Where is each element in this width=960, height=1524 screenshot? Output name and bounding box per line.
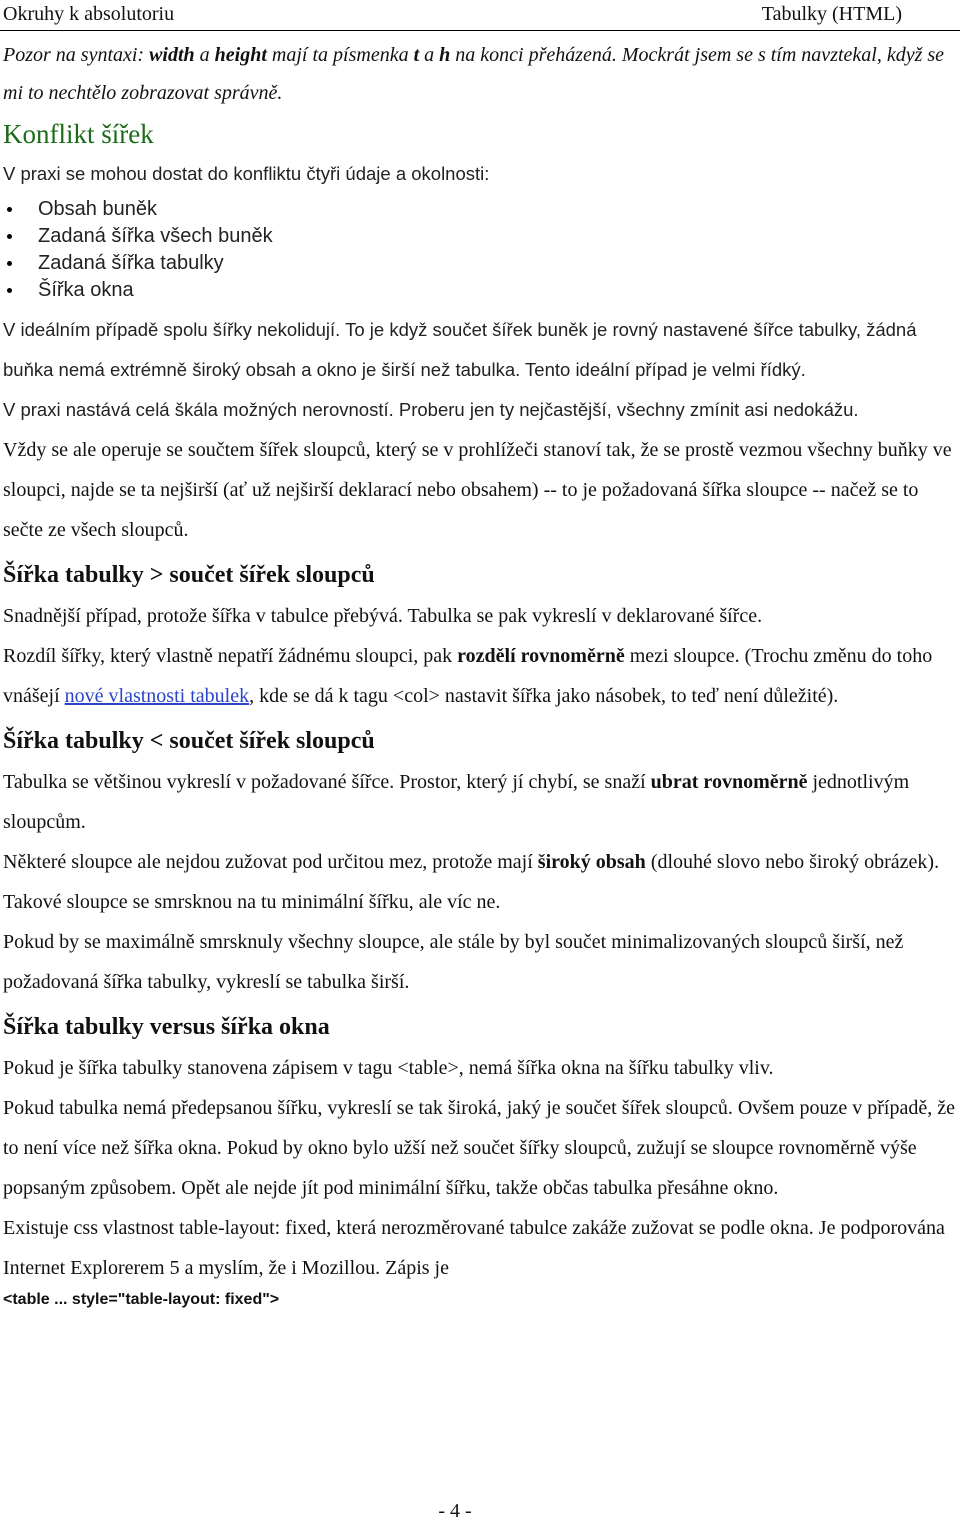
page-header: [3, 2, 902, 30]
narrower-para-3: Pokud by se maximálně smrsknuly všechny sloupce, ale stále by byl součet minimalizovaných sloupců širší, než požadovaná šířka tabulky, vykreslí se tabulka širší.: [3, 931, 904, 993]
narrower-para-1: Tabulka se většinou vykreslí v požadované šířce. Prostor, který jí chybí, se snaží ubrat rovnoměrně jednotlivým sloupcům.: [3, 771, 910, 833]
section-title-window: Šířka tabulky versus šířka okna: [3, 1014, 330, 1040]
list-item: Šířka okna: [3, 277, 958, 304]
section-title-wider: Šířka tabulky > součet šířek sloupců: [3, 562, 375, 588]
link-nove-vlastnosti[interactable]: nové vlastnosti tabulek: [64, 685, 250, 707]
list-item: Zadaná šířka tabulky: [3, 250, 958, 277]
wider-para-2: Rozdíl šířky, který vlastně nepatří žádnému sloupci, pak rozdělí rovnoměrně mezi sloupce. (Trochu změnu do toho vnášejí nové vlastnosti tabulek, kde se dá k tagu <col> nastavit šířka jako násobek, to teď není důležité).: [3, 645, 933, 707]
window-para-3: Existuje css vlastnost table-layout: fixed, která nerozměrované tabulce zakáže zužovat se podle okna. Je podporována Internet Explorerem 5 a myslím, že i Mozillou. Zápis je: [3, 1217, 945, 1279]
page-content: [3, 36, 958, 1312]
window-para-2: Pokud tabulka nemá předepsanou šířku, vykreslí se tak široká, jaký je součet šířek sloupců. Ovšem pouze v případě, že to není více než šířka okna. Pokud by okno bylo užší než součet šířky sloupců, zužují se sloupce rovnoměrně výše popsaným způsobem. Opět ale nejde jít pod minimální šířku, takže občas tabulka přesáhne okno.: [3, 1097, 955, 1199]
konflikt-para-ideal: V ideálním případě spolu šířky nekolidují. To je když součet šířek buněk je rovný nastavené šířce tabulky, žádná buňka nemá extrémně široký obsah a okno je širší než tabulka. Tento ideální případ je velmi řídký.: [3, 319, 917, 380]
header-right: Tabulky (HTML): [761, 3, 902, 25]
konflikt-para-praxe: V praxi nastává celá škála možných nerovností. Proberu jen ty nejčastější, všechny zmínit asi nedokážu.: [3, 399, 859, 420]
section-title-konflikt: Konflikt šířek: [3, 119, 154, 149]
narrower-para-2: Některé sloupce ale nejdou zužovat pod určitou mez, protože mají široký obsah (dlouhé slovo nebo široký obrázek). Takové sloupce se smrsknou na tu minimální šířku, ale víc ne.: [3, 851, 940, 913]
header-left: Okruhy k absolutoriu: [3, 3, 175, 25]
list-item: Zadaná šířka všech buněk: [3, 223, 958, 250]
konflikt-list: [3, 196, 958, 304]
section-title-narrower: Šířka tabulky < součet šířek sloupců: [3, 728, 375, 754]
list-item: Obsah buněk: [3, 196, 958, 223]
syntax-note: Pozor na syntaxi: width a height mají ta písmenka t a h na konci přeházená. Mockrát jsem se s tím navztekal, když se mi to nechtělo zobrazovat správně.: [3, 44, 945, 104]
code-sample: <table ... style="table-layout: fixed">: [3, 1291, 280, 1308]
page-number: - 4 -: [438, 1500, 472, 1522]
vzdy-paragraph: Vždy se ale operuje se součtem šířek sloupců, který se v prohlížeči stanoví tak, že se prostě vezmou všechny buňky ve sloupci, najde se ta nejširší (ať už nejširší deklarací nebo obsahem) -- to je požadovaná šířka sloupce -- načež se to sečte ze všech sloupců.: [3, 439, 952, 541]
konflikt-intro: V praxi se mohou dostat do konfliktu čtyři údaje a okolnosti:: [3, 163, 490, 184]
wider-para-1: Snadnější případ, protože šířka v tabulce přebývá. Tabulka se pak vykreslí v deklarované šířce.: [3, 605, 763, 627]
window-para-1: Pokud je šířka tabulky stanovena zápisem v tagu <table>, nemá šířka okna na šířku tabulky vliv.: [3, 1057, 774, 1079]
header-rule: [0, 30, 960, 31]
